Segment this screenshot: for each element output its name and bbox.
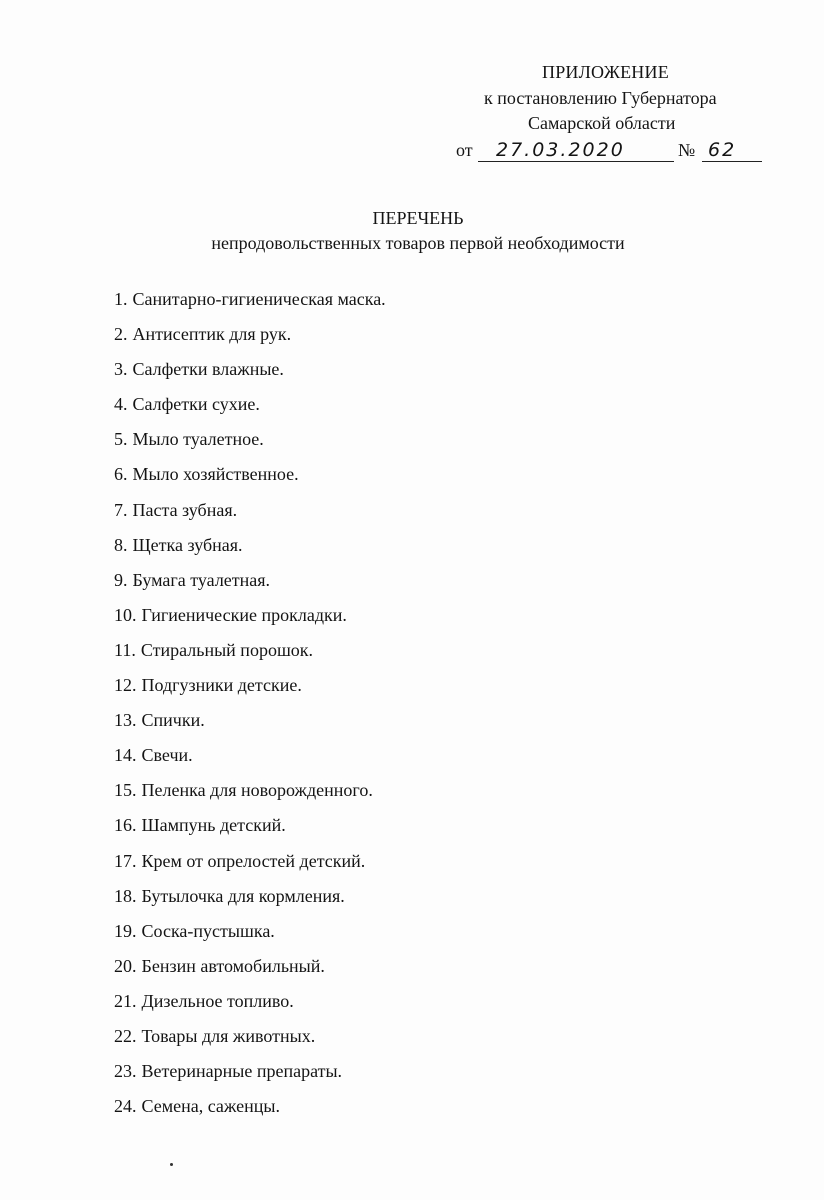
list-item-number: 18. xyxy=(114,885,137,906)
list-item xyxy=(114,498,386,533)
list-item-number: 19. xyxy=(114,920,137,941)
scan-speck xyxy=(170,1163,173,1166)
handwritten-number: 62 xyxy=(702,138,762,162)
list-item-number: 23. xyxy=(114,1061,137,1082)
list-item xyxy=(114,813,386,848)
list-item xyxy=(114,919,386,954)
list-item-text: Паста зубная. xyxy=(132,499,238,520)
list-item xyxy=(114,638,386,673)
list-item xyxy=(114,568,386,603)
list-item-number: 4. xyxy=(114,394,128,415)
list-item-number: 9. xyxy=(114,569,128,590)
list-item-text: Свечи. xyxy=(141,745,193,766)
goods-list xyxy=(114,287,386,1129)
list-item-text: Бензин автомобильный. xyxy=(141,955,325,976)
list-item xyxy=(114,1059,386,1094)
list-item-number: 6. xyxy=(114,464,128,485)
list-item-number: 3. xyxy=(114,359,128,380)
list-item xyxy=(114,778,386,813)
list-item-text: Бумага туалетная. xyxy=(132,569,271,590)
list-title: ПЕРЕЧЕНЬ xyxy=(372,208,464,228)
list-item-number: 8. xyxy=(114,534,128,555)
attachment-reference-line: к постановлению Губернатора xyxy=(484,88,717,108)
list-item-number: 17. xyxy=(114,850,137,871)
list-subtitle: непродовольственных товаров первой необходимости xyxy=(211,233,625,253)
list-item xyxy=(114,673,386,708)
list-item xyxy=(114,743,386,778)
list-item-number: 15. xyxy=(114,780,137,801)
list-item-text: Подгузники детские. xyxy=(141,675,302,696)
list-item-text: Семена, саженцы. xyxy=(141,1096,280,1117)
list-item-number: 7. xyxy=(114,499,128,520)
list-item xyxy=(114,533,386,568)
list-item-number: 1. xyxy=(114,289,128,309)
list-item-text: Санитарно-гигиеническая маска. xyxy=(132,289,386,309)
attachment-date-number-line xyxy=(456,138,766,166)
list-item-number: 16. xyxy=(114,815,137,836)
list-item xyxy=(114,708,386,743)
list-item-number: 12. xyxy=(114,675,137,696)
number-prefix: № xyxy=(678,140,696,160)
list-item-text: Антисептик для рук. xyxy=(132,324,292,345)
list-item-text: Бутылочка для кормления. xyxy=(141,885,345,906)
list-item xyxy=(114,954,386,989)
list-item xyxy=(114,462,386,497)
list-item xyxy=(114,884,386,919)
list-item-text: Щетка зубная. xyxy=(132,534,243,555)
list-item-number: 2. xyxy=(114,324,128,345)
list-item xyxy=(114,392,386,427)
list-item-text: Стиральный порошок. xyxy=(140,639,314,660)
list-item xyxy=(114,849,386,884)
list-item-text: Мыло туалетное. xyxy=(132,429,264,450)
list-item-number: 21. xyxy=(114,990,137,1011)
list-item-number: 13. xyxy=(114,710,137,731)
list-item xyxy=(114,603,386,638)
list-item xyxy=(114,287,386,322)
list-item-text: Пеленка для новорожденного. xyxy=(141,780,373,801)
list-item-number: 22. xyxy=(114,1025,137,1046)
list-item-text: Крем от опрелостей детский. xyxy=(141,850,366,871)
list-item xyxy=(114,357,386,392)
list-item-text: Дизельное топливо. xyxy=(141,990,294,1011)
list-item-number: 10. xyxy=(114,604,137,625)
list-item-number: 11. xyxy=(114,639,136,660)
list-item xyxy=(114,989,386,1024)
list-item-number: 20. xyxy=(114,955,137,976)
attachment-title: ПРИЛОЖЕНИЕ xyxy=(542,62,669,82)
list-item-text: Соска-пустышка. xyxy=(141,920,275,941)
list-item-text: Товары для животных. xyxy=(141,1025,316,1046)
list-item-number: 14. xyxy=(114,745,137,766)
list-item-text: Ветеринарные препараты. xyxy=(141,1061,343,1082)
list-item xyxy=(114,1024,386,1059)
list-item xyxy=(114,427,386,462)
list-item-text: Салфетки сухие. xyxy=(132,394,260,415)
list-item xyxy=(114,322,386,357)
list-item-text: Шампунь детский. xyxy=(141,815,286,836)
list-item-text: Салфетки влажные. xyxy=(132,359,284,380)
date-prefix: от xyxy=(456,140,473,160)
attachment-region-line: Самарской области xyxy=(528,113,676,133)
list-item xyxy=(114,1094,386,1129)
list-item-text: Спички. xyxy=(141,710,205,731)
list-item-text: Гигиенические прокладки. xyxy=(141,604,347,625)
list-item-number: 5. xyxy=(114,429,128,450)
list-item-text: Мыло хозяйственное. xyxy=(132,464,299,485)
handwritten-date: 27.03.2020 xyxy=(478,138,674,162)
list-item-number: 24. xyxy=(114,1096,137,1117)
